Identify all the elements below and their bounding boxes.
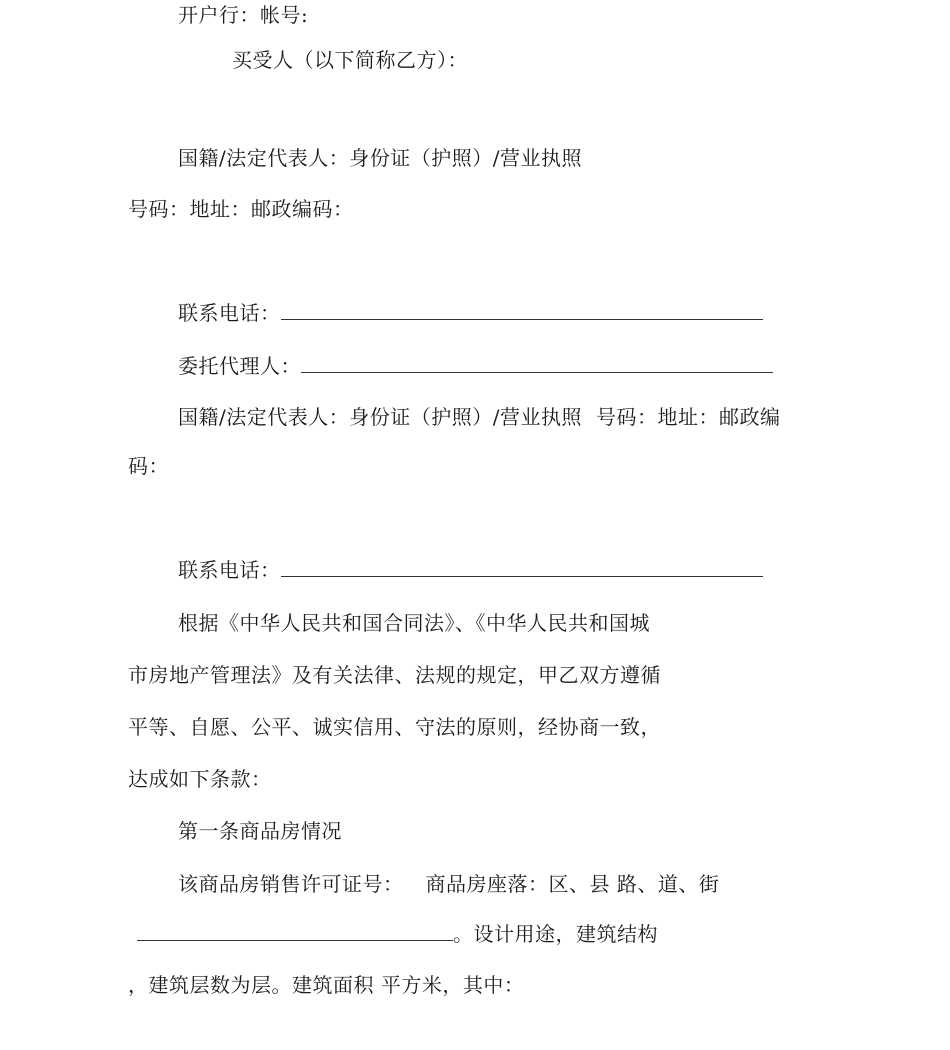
bank-account-text: 开户行：帐号: [178, 3, 309, 27]
bank-account-line [178, 2, 308, 28]
buyer-id-line-2 [128, 196, 354, 222]
buyer-heading-line [232, 47, 468, 73]
basis-text-1: 根据《中华人民共和国合同法》、《中华人民共和国城 [178, 611, 650, 635]
agent-phone-blank[interactable] [281, 558, 763, 577]
agent-blank[interactable] [301, 354, 773, 373]
basis-line-2 [128, 662, 661, 688]
article1-title: 第一条商品房情况 [178, 819, 342, 843]
basis-text-2: 市房地产管理法》及有关法律、法规的规定，甲乙双方遵循 [128, 663, 661, 687]
basis-line-4 [128, 766, 272, 792]
basis-line-3 [128, 714, 661, 740]
agent-label: 委托代理人： [178, 354, 301, 378]
agent-line [178, 353, 773, 379]
basis-text-3: 平等、自愿、公平、诚实信用、守法的原则，经协商一致， [128, 715, 661, 739]
agent-id-line-1 [178, 404, 780, 430]
agent-id-text-1: 国籍/法定代表人：身份证（护照）/营业执照 [178, 405, 582, 429]
buyer-id-text-2: 号码：地址：邮政编码： [128, 197, 354, 221]
location-label: 商品房座落：区、县 路、道、街 [425, 872, 720, 896]
floors-text: ，建筑层数为层。建筑面积 平方米，其中： [128, 973, 525, 997]
permit-label: 该商品房销售许可证号： [178, 872, 404, 896]
basis-line-1 [178, 610, 650, 636]
buyer-heading: 买受人（以下简称乙方）： [232, 48, 468, 72]
buyer-phone-label: 联系电话： [178, 301, 281, 325]
buyer-phone-line [178, 300, 763, 326]
article1-title-line [178, 818, 342, 844]
basis-text-4: 达成如下条款： [128, 767, 272, 791]
buyer-id-line-1 [178, 145, 582, 171]
agent-id-text-1-tail: 号码：地址：邮政编 [595, 405, 781, 429]
agent-phone-line [178, 557, 763, 583]
usage-line [137, 921, 658, 947]
agent-phone-label: 联系电话： [178, 558, 281, 582]
buyer-phone-blank[interactable] [281, 301, 763, 320]
buyer-id-text-1: 国籍/法定代表人：身份证（护照）/营业执照 [178, 146, 582, 170]
permit-line [178, 871, 719, 897]
agent-id-line-2 [128, 453, 169, 479]
agent-id-text-2: 码： [128, 454, 169, 478]
location-blank[interactable] [137, 922, 453, 941]
usage-text: 。设计用途，建筑结构 [453, 922, 658, 946]
floors-line [128, 972, 524, 998]
